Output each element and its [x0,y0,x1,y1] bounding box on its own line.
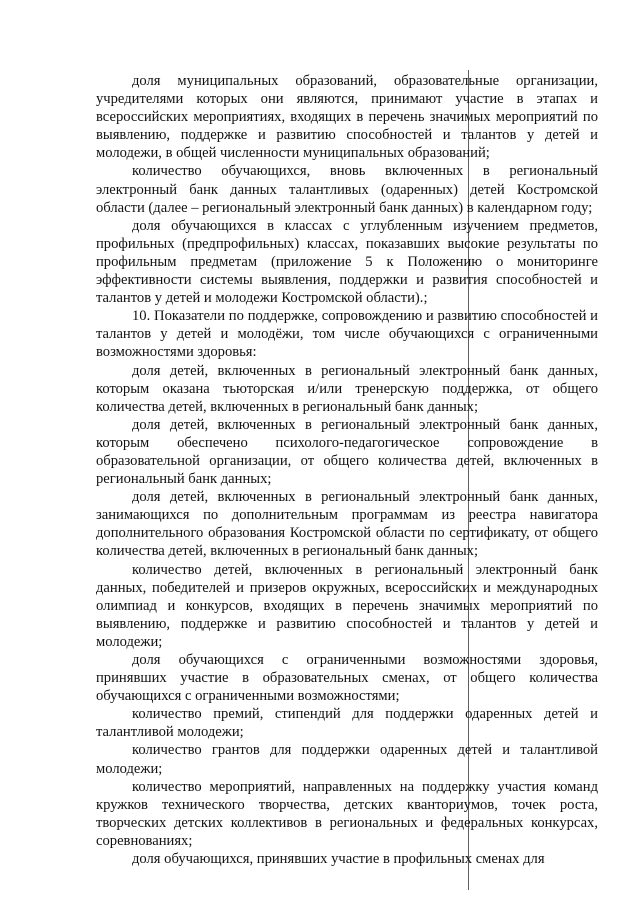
paragraph-profile-shifts-share: доля обучающихся, принявших участие в профильных сменах для [132,851,545,868]
paragraph-winners-count: количество детей, включенных в региональный электронный банк данных, победителей и призеров окружных, всероссийских и международных олимпиад и конкурсов, входящих в перечень значимых мероприятий по выявлению, поддержке и развитию способностей и талантов у детей и молодежи; [96,561,598,650]
paragraph-psychological-support-share: доля детей, включенных в региональный электронный банк данных, которым обеспечено психолого-педагогическое сопровождение в образовательной организации, от общего количества детей, включенных в региональный банк данных; [96,416,598,488]
paragraph-advanced-classes-share: доля обучающихся в классах с углубленным изучением предметов, профильных (предпрофильных) классах, показавших высокие результаты по профильным предметам (приложение 5 к Положению о мониторинге эффективности системы выявления, поддержки и развития способностей и талантов у детей и молодежи Костромской области).; [96,217,598,307]
paragraph-additional-programs-share: доля детей, включенных в региональный электронный банк данных, занимающихся по дополнительным программам из реестра навигатора дополнительного образования Костромской области по сертификату, от общего количества детей, включенных в региональный банк данных; [96,489,598,560]
paragraph-new-students-count: количество обучающихся, вновь включенных в региональный электронный банк данных талантливых (одаренных) детей Костромской области (далее – региональный электронный банк данных) в календарном году; [96,163,598,216]
paragraph-section-10-heading: 10. Показатели по поддержке, сопровождению и развитию способностей и талантов у детей и молодёжи, том числе обучающихся с ограниченными возможностями здоровья: [96,308,598,361]
paragraph-grants-count: количество грантов для поддержки одаренных детей и талантливой молодежи; [96,742,598,777]
document-body [96,72,598,868]
paragraph-tutor-support-share: доля детей, включенных в региональный электронный банк данных, которым оказана тьюторская и/или тренерскую поддержка, от общего количества детей, включенных в региональный банк данных; [96,362,598,415]
paragraph-events-count: количество мероприятий, направленных на поддержку участия команд кружков технического творчества, детских кванториумов, точек роста, творческих детских коллективов в региональных и федеральных конкурсах, соревнованиях; [96,778,598,849]
paragraph-disabilities-share: доля обучающихся с ограниченными возможностями здоровья, принявших участие в образовательных сменах, от общего количества обучающихся с ограниченными возможностями; [96,652,598,705]
paragraph-awards-count: количество премий, стипендий для поддержки одаренных детей и талантливой молодежи; [96,706,598,741]
paragraph-municipal-share: доля муниципальных образований, образовательные организации, учредителями которых они являются, принимают участие в этапах и всероссийских мероприятиях, входящих в перечень значимых мероприятий по выявлению, поддержке и развитию способностей и талантов у детей и молодежи, в общей численности муниципальных образований; [96,73,598,162]
